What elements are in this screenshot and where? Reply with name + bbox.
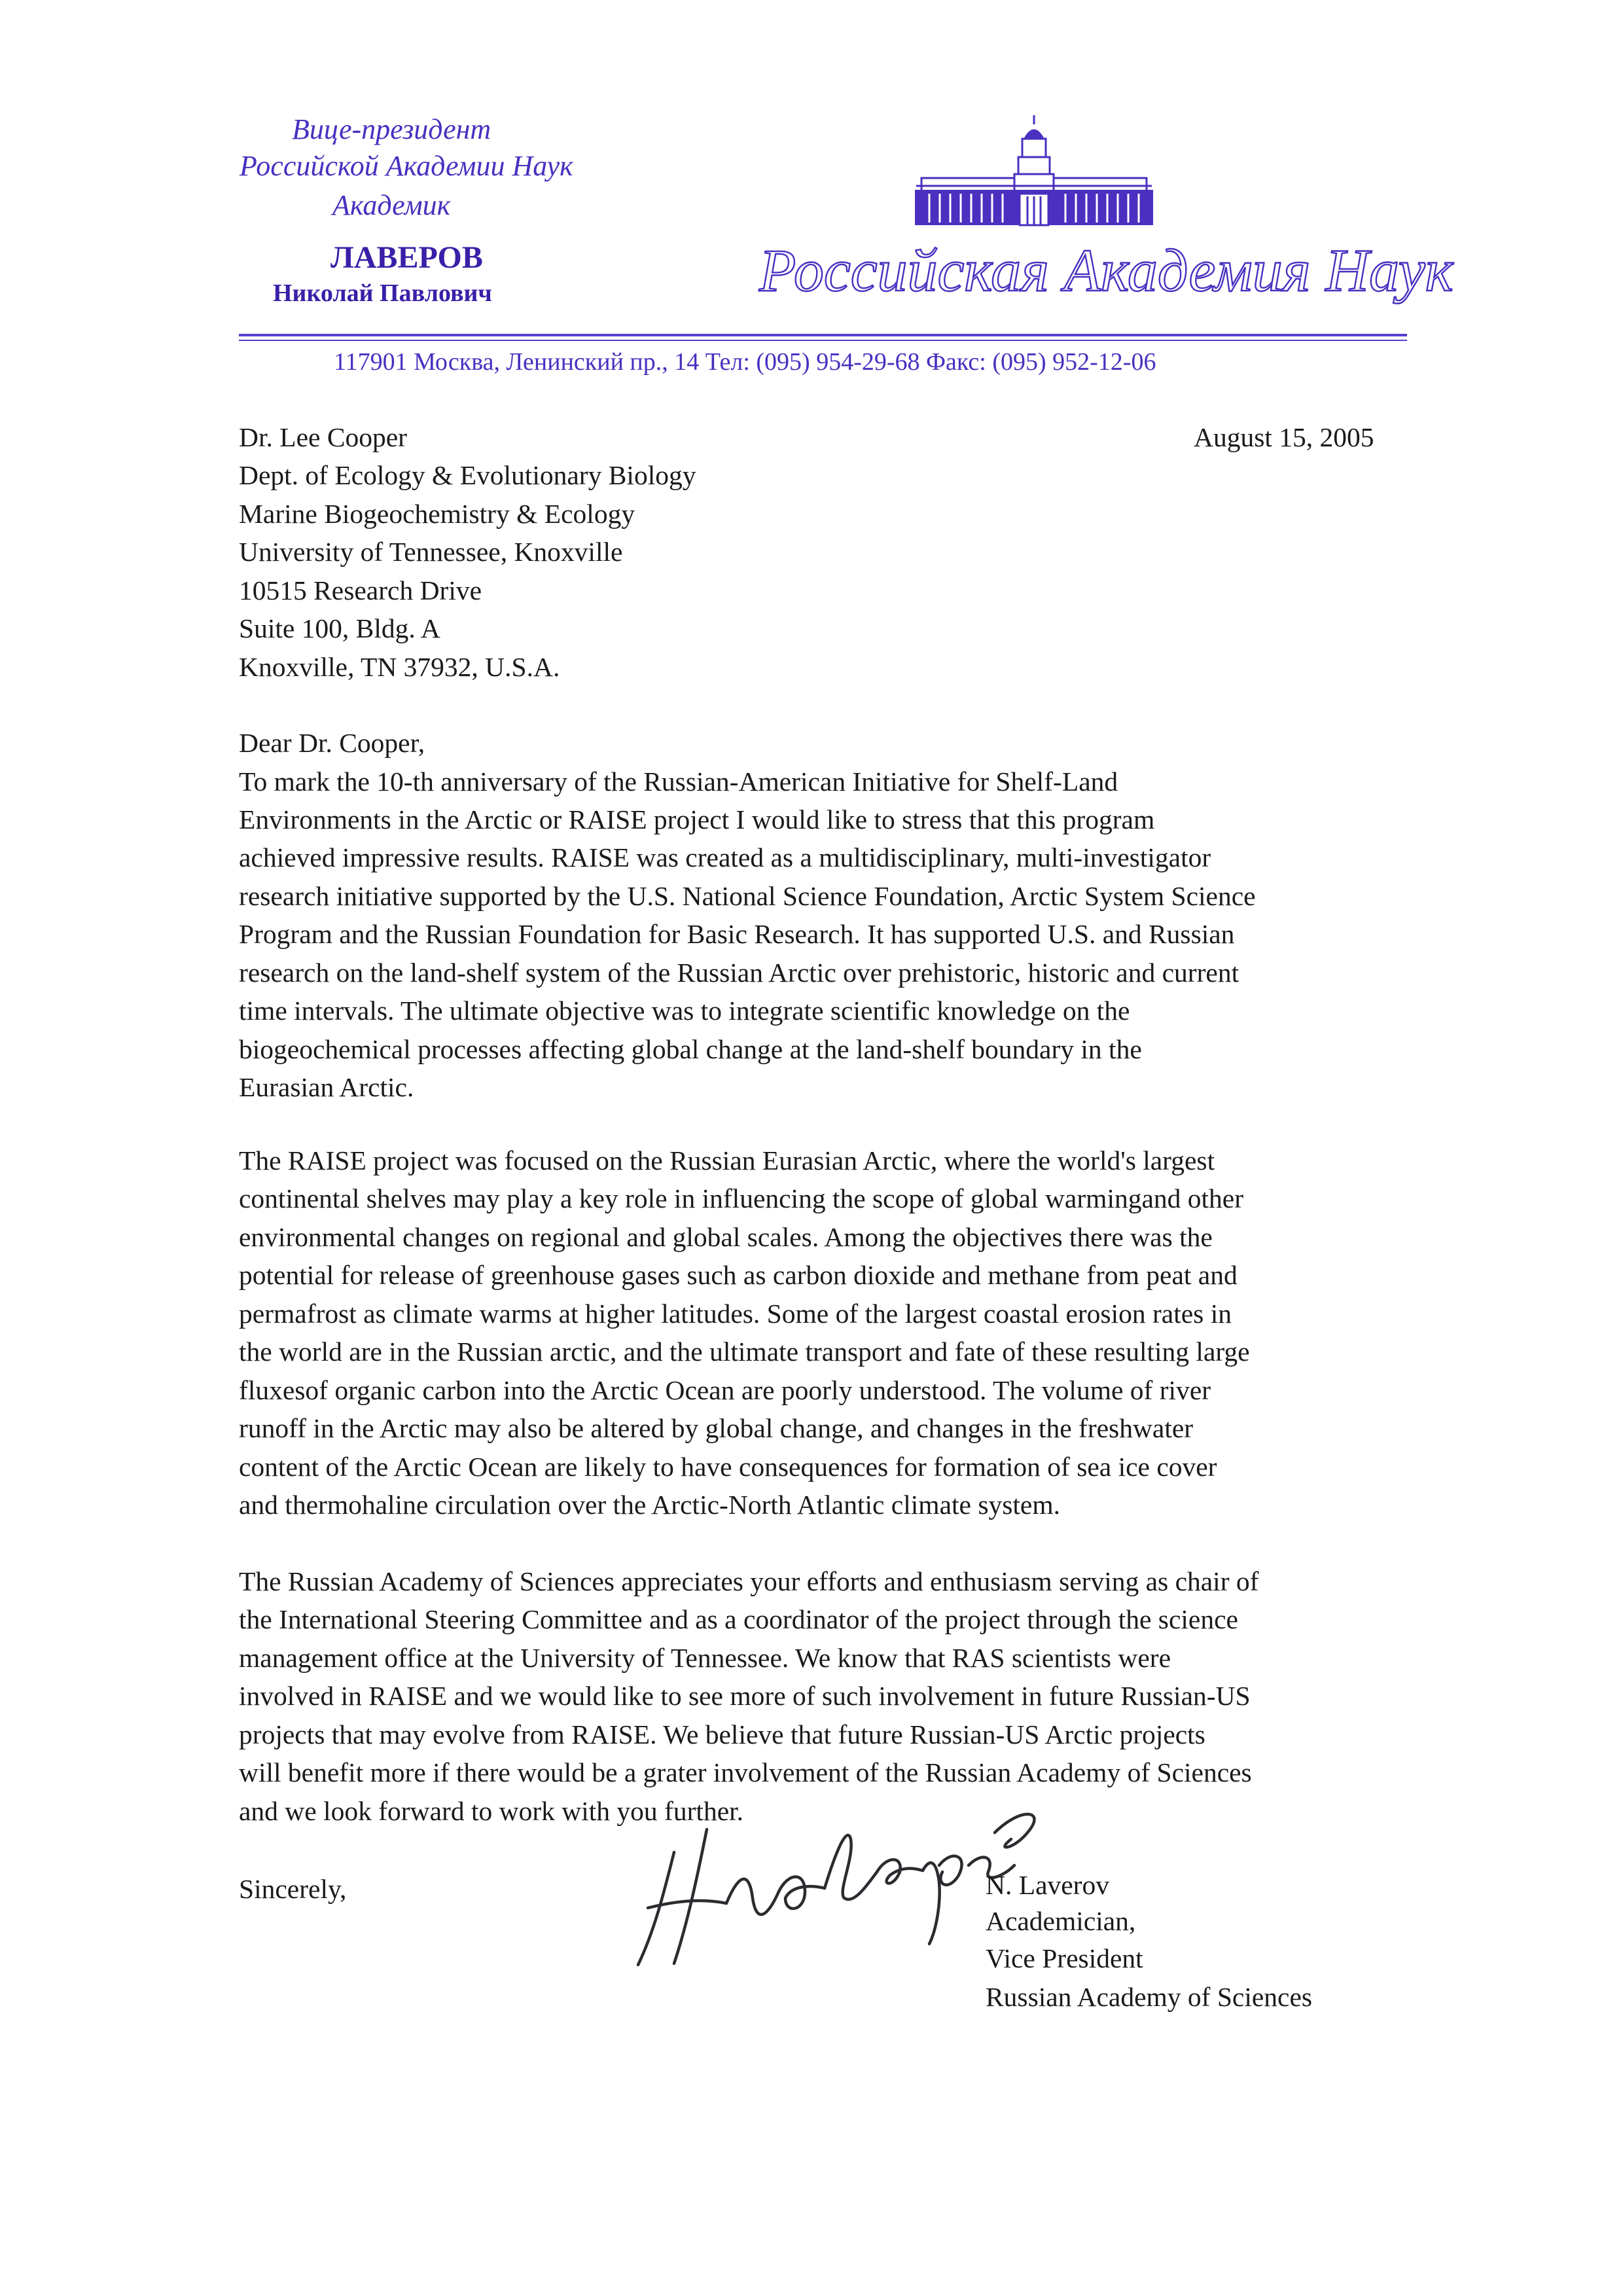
letterhead-rule-thick [239,334,1407,336]
letter-date: August 15, 2005 [1194,422,1374,452]
paragraph-line: potential for release of greenhouse gases such as carbon dioxide and methane from peat and [239,1260,1238,1290]
paragraph-line: research initiative supported by the U.S. National Science Foundation, Arctic System Science [239,881,1256,911]
academy-script-name [753,236,1454,308]
paragraph-line: involved in RAISE and we would like to see more of such involvement in future Russian-US [239,1681,1251,1711]
academy-script-text: Российская Академия Наук [759,237,1454,304]
paragraph-line: the world are in the Russian arctic, and the ultimate transport and fate of these resulting large [239,1336,1250,1367]
paragraph-line: projects that may evolve from RAISE. We believe that future Russian-US Arctic projects [239,1719,1205,1749]
recipient-line: Marine Biogeochemistry & Ecology [239,499,635,529]
recipient-line: 10515 Research Drive [239,575,482,605]
paragraph-line: fluxesof organic carbon into the Arctic Ocean are poorly understood. The volume of river [239,1375,1211,1405]
paragraph-line: Program and the Russian Foundation for Basic Research. It has supported U.S. and Russian [239,919,1235,949]
paragraph-line: permafrost as climate warms at higher latitudes. Some of the largest coastal erosion rates in [239,1299,1232,1329]
paragraph-line: time intervals. The ultimate objective was to integrate scientific knowledge on the [239,996,1130,1026]
paragraph-line: Environments in the Arctic or RAISE project I would like to stress that this program [239,804,1155,834]
paragraph-line: content of the Arctic Ocean are likely to have consequences for formation of sea ice cover [239,1452,1217,1482]
paragraph-line: and we look forward to work with you further. [239,1796,744,1826]
paragraph-line: achieved impressive results. RAISE was created as a multidisciplinary, multi-investigator [239,842,1211,872]
signatory-organization: Russian Academy of Sciences [986,1982,1313,2012]
paragraph-line: the International Steering Committee and as a coordinator of the project through the science [239,1604,1238,1634]
recipient-line: University of Tennessee, Knoxville [239,537,623,567]
paragraph-line: The Russian Academy of Sciences appreciates your efforts and enthusiasm serving as chair of [239,1566,1259,1596]
paragraph-line: will benefit more if there would be a grater involvement of the Russian Academy of Sciences [239,1757,1252,1787]
paragraph-line: The RAISE project was focused on the Russian Eurasian Arctic, where the world's largest [239,1145,1215,1175]
recipient-line: Suite 100, Bldg. A [239,613,440,643]
paragraph-line: management office at the University of Tennessee. We know that RAS scientists were [239,1643,1171,1673]
letterhead-title-line1: Вице-президент [292,113,491,145]
paragraph-line: runoff in the Arctic may also be altered by global change, and changes in the freshwater [239,1413,1194,1443]
signatory-title: Academician, [986,1906,1136,1936]
letterhead-title-line3: Академик [332,189,451,221]
salutation: Dear Dr. Cooper, [239,728,425,758]
letterhead-rule-thin [239,340,1407,341]
paragraph-line: continental shelves may play a key role in influencing the scope of global warmingand other [239,1183,1244,1213]
paragraph-line: environmental changes on regional and global scales. Among the objectives there was the [239,1222,1213,1252]
paragraph-line: To mark the 10-th anniversary of the Russian-American Initiative for Shelf-Land [239,766,1118,797]
letterhead-surname: ЛАВЕРОВ [330,240,483,275]
letterhead-title-line2: Российской Академии Наук [240,150,573,182]
recipient-line: Knoxville, TN 37932, U.S.A. [239,652,560,682]
paragraph-line: research on the land-shelf system of the Russian Arctic over prehistoric, historic and current [239,958,1240,988]
signatory-title: Vice President [986,1943,1143,1973]
closing: Sincerely, [239,1874,347,1904]
letterhead-contact: 117901 Москва, Ленинский пр., 14 Тел: (095) 954-29-68 Факс: (095) 952-12-06 [334,348,1156,376]
letterhead-given-names: Николай Павлович [273,279,492,307]
academy-building-logo [910,113,1158,229]
paragraph-line: biogeochemical processes affecting global change at the land-shelf boundary in the [239,1034,1142,1064]
paragraph-line: and thermohaline circulation over the Arctic-North Atlantic climate system. [239,1490,1060,1520]
signatory-name: N. Laverov [986,1870,1109,1900]
recipient-line: Dept. of Ecology & Evolutionary Biology [239,460,696,490]
paragraph-line: Eurasian Arctic. [239,1072,414,1102]
recipient-line: Dr. Lee Cooper [239,422,407,452]
